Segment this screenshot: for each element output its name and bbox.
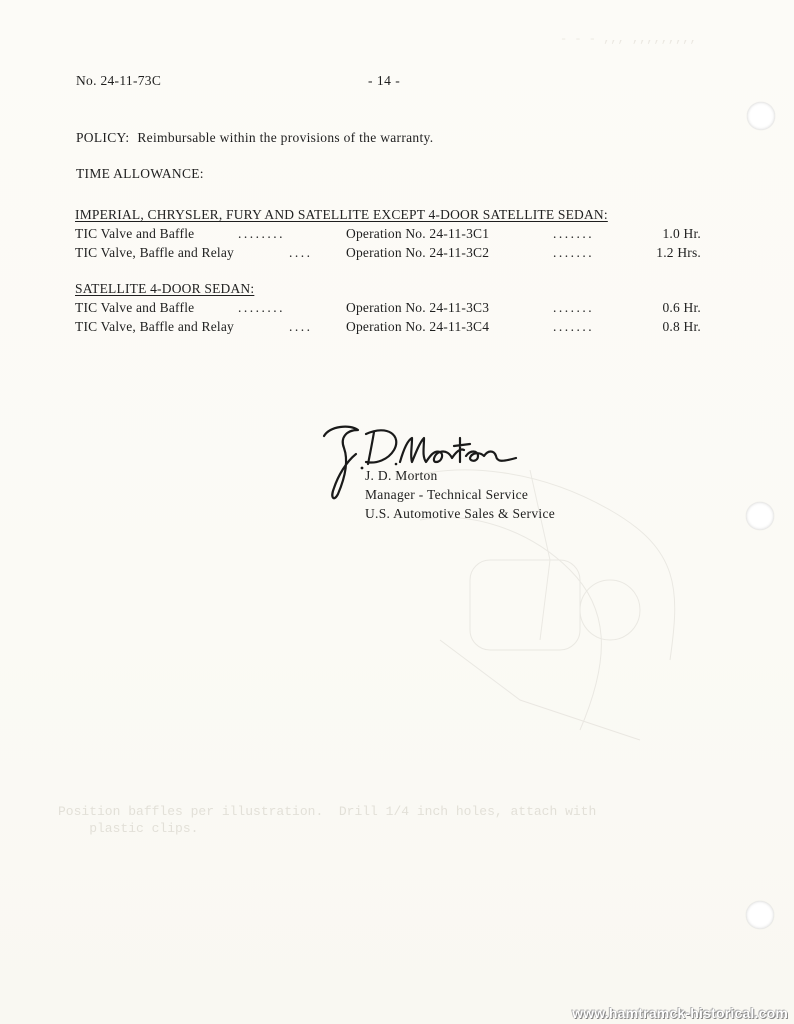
table-row <box>75 298 701 317</box>
time-value: 1.2 Hrs. <box>656 245 701 260</box>
section-heading: IMPERIAL, CHRYSLER, FURY AND SATELLITE EXCEPT 4-DOOR SATELLITE SEDAN: <box>75 207 608 222</box>
section-heading: SATELLITE 4-DOOR SEDAN: <box>75 281 255 296</box>
repair-item: TIC Valve, Baffle and Relay <box>75 319 234 334</box>
dot-leader: ....... <box>553 226 595 241</box>
operation-number: Operation No. 24-11-3C1 <box>346 226 490 241</box>
punch-hole <box>746 901 774 929</box>
policy-line <box>76 130 433 146</box>
allowance-section-satellite-4-door <box>75 279 701 336</box>
bleed-through-text: Position baffles per illustration. Drill 1/4 inch holes, attach with plastic clips. <box>58 804 597 836</box>
document-number: No. 24-11-73C <box>76 73 162 88</box>
punch-hole <box>747 102 775 130</box>
punch-hole <box>746 502 774 530</box>
allowance-section-full-size <box>75 205 701 262</box>
signatory-organization: U.S. Automotive Sales & Service <box>365 506 556 521</box>
table-row <box>75 317 701 336</box>
policy-text: Reimbursable within the provisions of the warranty. <box>137 130 434 145</box>
dot-leader: ....... <box>553 245 595 260</box>
table-row <box>75 224 701 243</box>
bleed-through-top-text: - - - ,,, ,,,,,,,,, <box>560 32 697 46</box>
policy-label: POLICY: <box>76 130 130 145</box>
page-number: - 14 - <box>368 73 401 88</box>
site-watermark: www.hamtramck-historical.com <box>572 1005 788 1021</box>
operation-number: Operation No. 24-11-3C4 <box>346 319 490 334</box>
dot-leader: ........ <box>238 226 285 241</box>
signatory-title: Manager - Technical Service <box>365 487 529 502</box>
dot-leader: ........ <box>238 300 285 315</box>
operation-number: Operation No. 24-11-3C3 <box>346 300 490 315</box>
dot-leader: ....... <box>553 319 595 334</box>
dot-leader: .... <box>289 245 313 260</box>
time-value: 1.0 Hr. <box>662 226 701 241</box>
time-value: 0.8 Hr. <box>662 319 701 334</box>
time-allowance-label: TIME ALLOWANCE: <box>76 166 204 181</box>
signatory-name: J. D. Morton <box>365 468 438 483</box>
repair-item: TIC Valve, Baffle and Relay <box>75 245 234 260</box>
dot-leader: ....... <box>553 300 595 315</box>
table-row <box>75 243 701 262</box>
operation-number: Operation No. 24-11-3C2 <box>346 245 490 260</box>
repair-item: TIC Valve and Baffle <box>75 226 195 241</box>
dot-leader: .... <box>289 319 313 334</box>
repair-item: TIC Valve and Baffle <box>75 300 195 315</box>
time-value: 0.6 Hr. <box>662 300 701 315</box>
